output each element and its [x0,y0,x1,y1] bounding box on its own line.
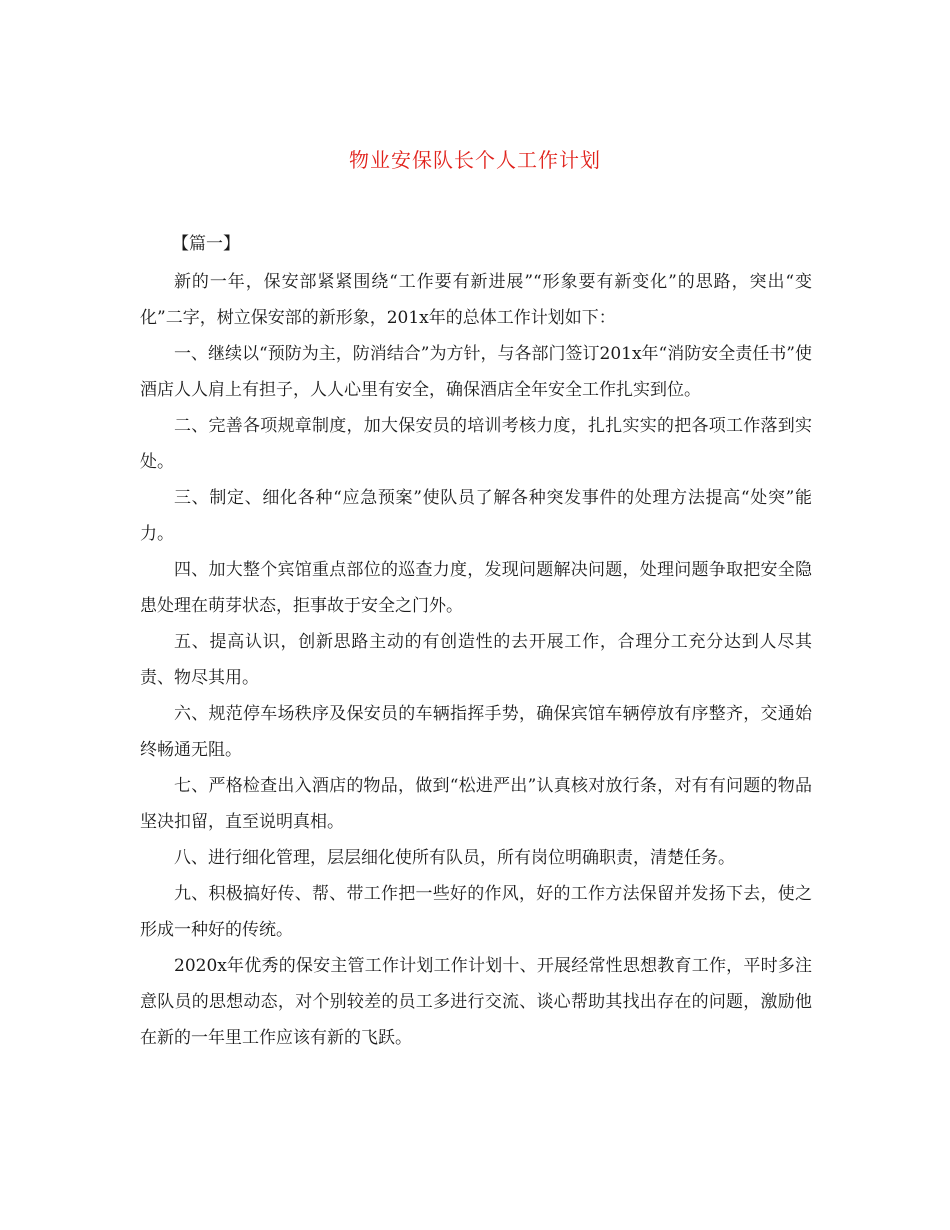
document-title: 物业安保队长个人工作计划 [349,148,601,172]
paragraph-item-9: 九、积极搞好传、帮、带工作把一些好的作风，好的工作方法保留并发扬下去，使之形成一种好的传统。 [140,884,812,940]
paragraph-item-8: 八、进行细化管理，层层细化使所有队员，所有岗位明确职责，清楚任务。 [174,848,735,868]
section-label: 【篇一】 [172,234,240,254]
paragraph-item-7: 七、严格检查出入酒店的物品，做到“松进严出”认真核对放行条，对有有问题的物品坚决扣留，直至说明真相。 [140,776,812,832]
paragraph-item-2: 二、完善各项规章制度，加大保安员的培训考核力度，扎扎实实的把各项工作落到实处。 [140,416,812,472]
paragraph-intro: 新的一年，保安部紧紧围绕“工作要有新进展”“形象要有新变化”的思路，突出“变化”二字，树立保安部的新形象，201x年的总体工作计划如下： [140,272,812,328]
paragraph-item-10: 2020x年优秀的保安主管工作计划工作计划十、开展经常性思想教育工作，平时多注意队员的思想动态，对个别较差的员工多进行交流、谈心帮助其找出存在的问题，激励他在新的一年里工作应该有新的飞跃。 [140,956,812,1048]
paragraph-item-3: 三、制定、细化各种“应急预案”使队员了解各种突发事件的处理方法提高“处突”能力。 [140,488,812,544]
paragraph-item-5: 五、提高认识，创新思路主动的有创造性的去开展工作，合理分工充分达到人尽其责、物尽其用。 [140,632,812,688]
paragraph-item-4: 四、加大整个宾馆重点部位的巡查力度，发现问题解决问题，处理问题争取把安全隐患处理在萌芽状态，拒事故于安全之门外。 [140,560,812,616]
document-body [140,264,812,1056]
paragraph-item-1: 一、继续以“预防为主，防消结合”为方针，与各部门签订201x年“消防安全责任书”使酒店人人肩上有担子，人人心里有安全，确保酒店全年安全工作扎实到位。 [140,344,812,400]
paragraph-item-6: 六、规范停车场秩序及保安员的车辆指挥手势，确保宾馆车辆停放有序整齐，交通始终畅通无阻。 [140,704,812,760]
